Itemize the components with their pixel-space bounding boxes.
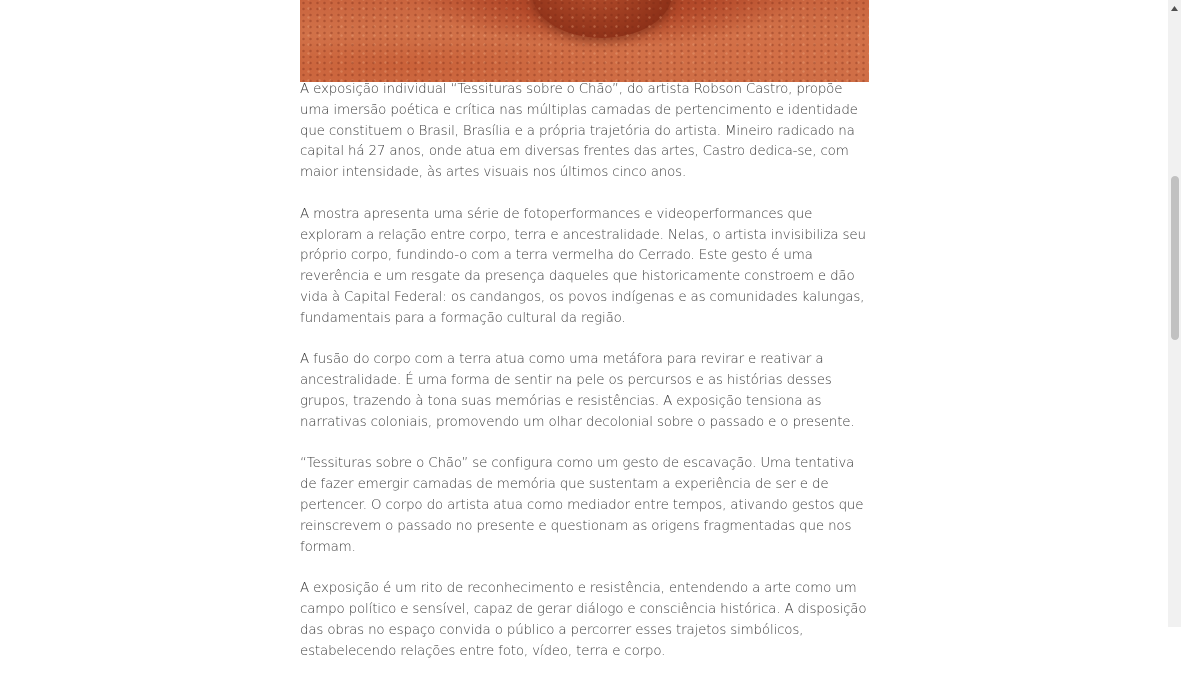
article-paragraph: A mostra apresenta uma série de fotoperformances e videoperformances que exploram a relação entre corpo, terra e ancestralidade. Nelas, o artista invisibiliza seu próprio corpo, fundindo-o com a terra vermelha do Cerrado. Este gesto é uma reverência e um resgate da presença daqueles que historicamente constroem e dão vida à Capital Federal: os candangos, os povos indígenas e as comunidades kalungas, fundamentais para a formação cultural da região. bbox=[300, 206, 866, 326]
article-paragraph: A exposição individual “Tessituras sobre o Chão”, do artista Robson Castro, propõe uma imersão poética e crítica nas múltiplas camadas de pertencimento e identidade que constituem o Brasil, Brasília e a própria trajetória do artista. Mineiro radicado na capital há 27 anos, onde atua em diversas frentes das artes, Castro dedica-se, com maior intensidade, às artes visuais nos últimos cinco anos. bbox=[300, 82, 858, 181]
soil-texture bbox=[300, 0, 869, 82]
triangle-up-icon bbox=[1171, 6, 1178, 11]
scrollbar-thumb[interactable] bbox=[1171, 176, 1179, 340]
article-body bbox=[300, 80, 872, 683]
vertical-scrollbar[interactable] bbox=[1168, 0, 1181, 627]
scroll-up-arrow-icon[interactable] bbox=[1168, 0, 1181, 17]
article-paragraph: A exposição é um rito de reconhecimento e resistência, entendendo a arte como um campo político e sensível, capaz de gerar diálogo e consciência histórica. A disposição das obras no espaço convida o público a percorrer esses trajetos simbólicos, estabelecendo relações entre foto, vídeo, terra e corpo. bbox=[300, 581, 867, 659]
article-paragraph: “Tessituras sobre o Chão” se configura como um gesto de escavação. Uma tentativa de fazer emergir camadas de memória que sustentam a experiência de ser e de pertencer. O corpo do artista atua como mediador entre tempos, ativando gestos que reinscrevem o passado no presente e questionam as origens fragmentadas que nos formam. bbox=[300, 456, 864, 555]
article-paragraph: A fusão do corpo com a terra atua como uma metáfora para revirar e reativar a ancestralidade. É uma forma de sentir na pele os percursos e as histórias desses grupos, trazendo à tona suas memórias e resistências. A exposição tensiona as narrativas coloniais, promovendo um olhar decolonial sobre o passado e o presente. bbox=[300, 352, 855, 430]
hero-image bbox=[300, 0, 869, 82]
